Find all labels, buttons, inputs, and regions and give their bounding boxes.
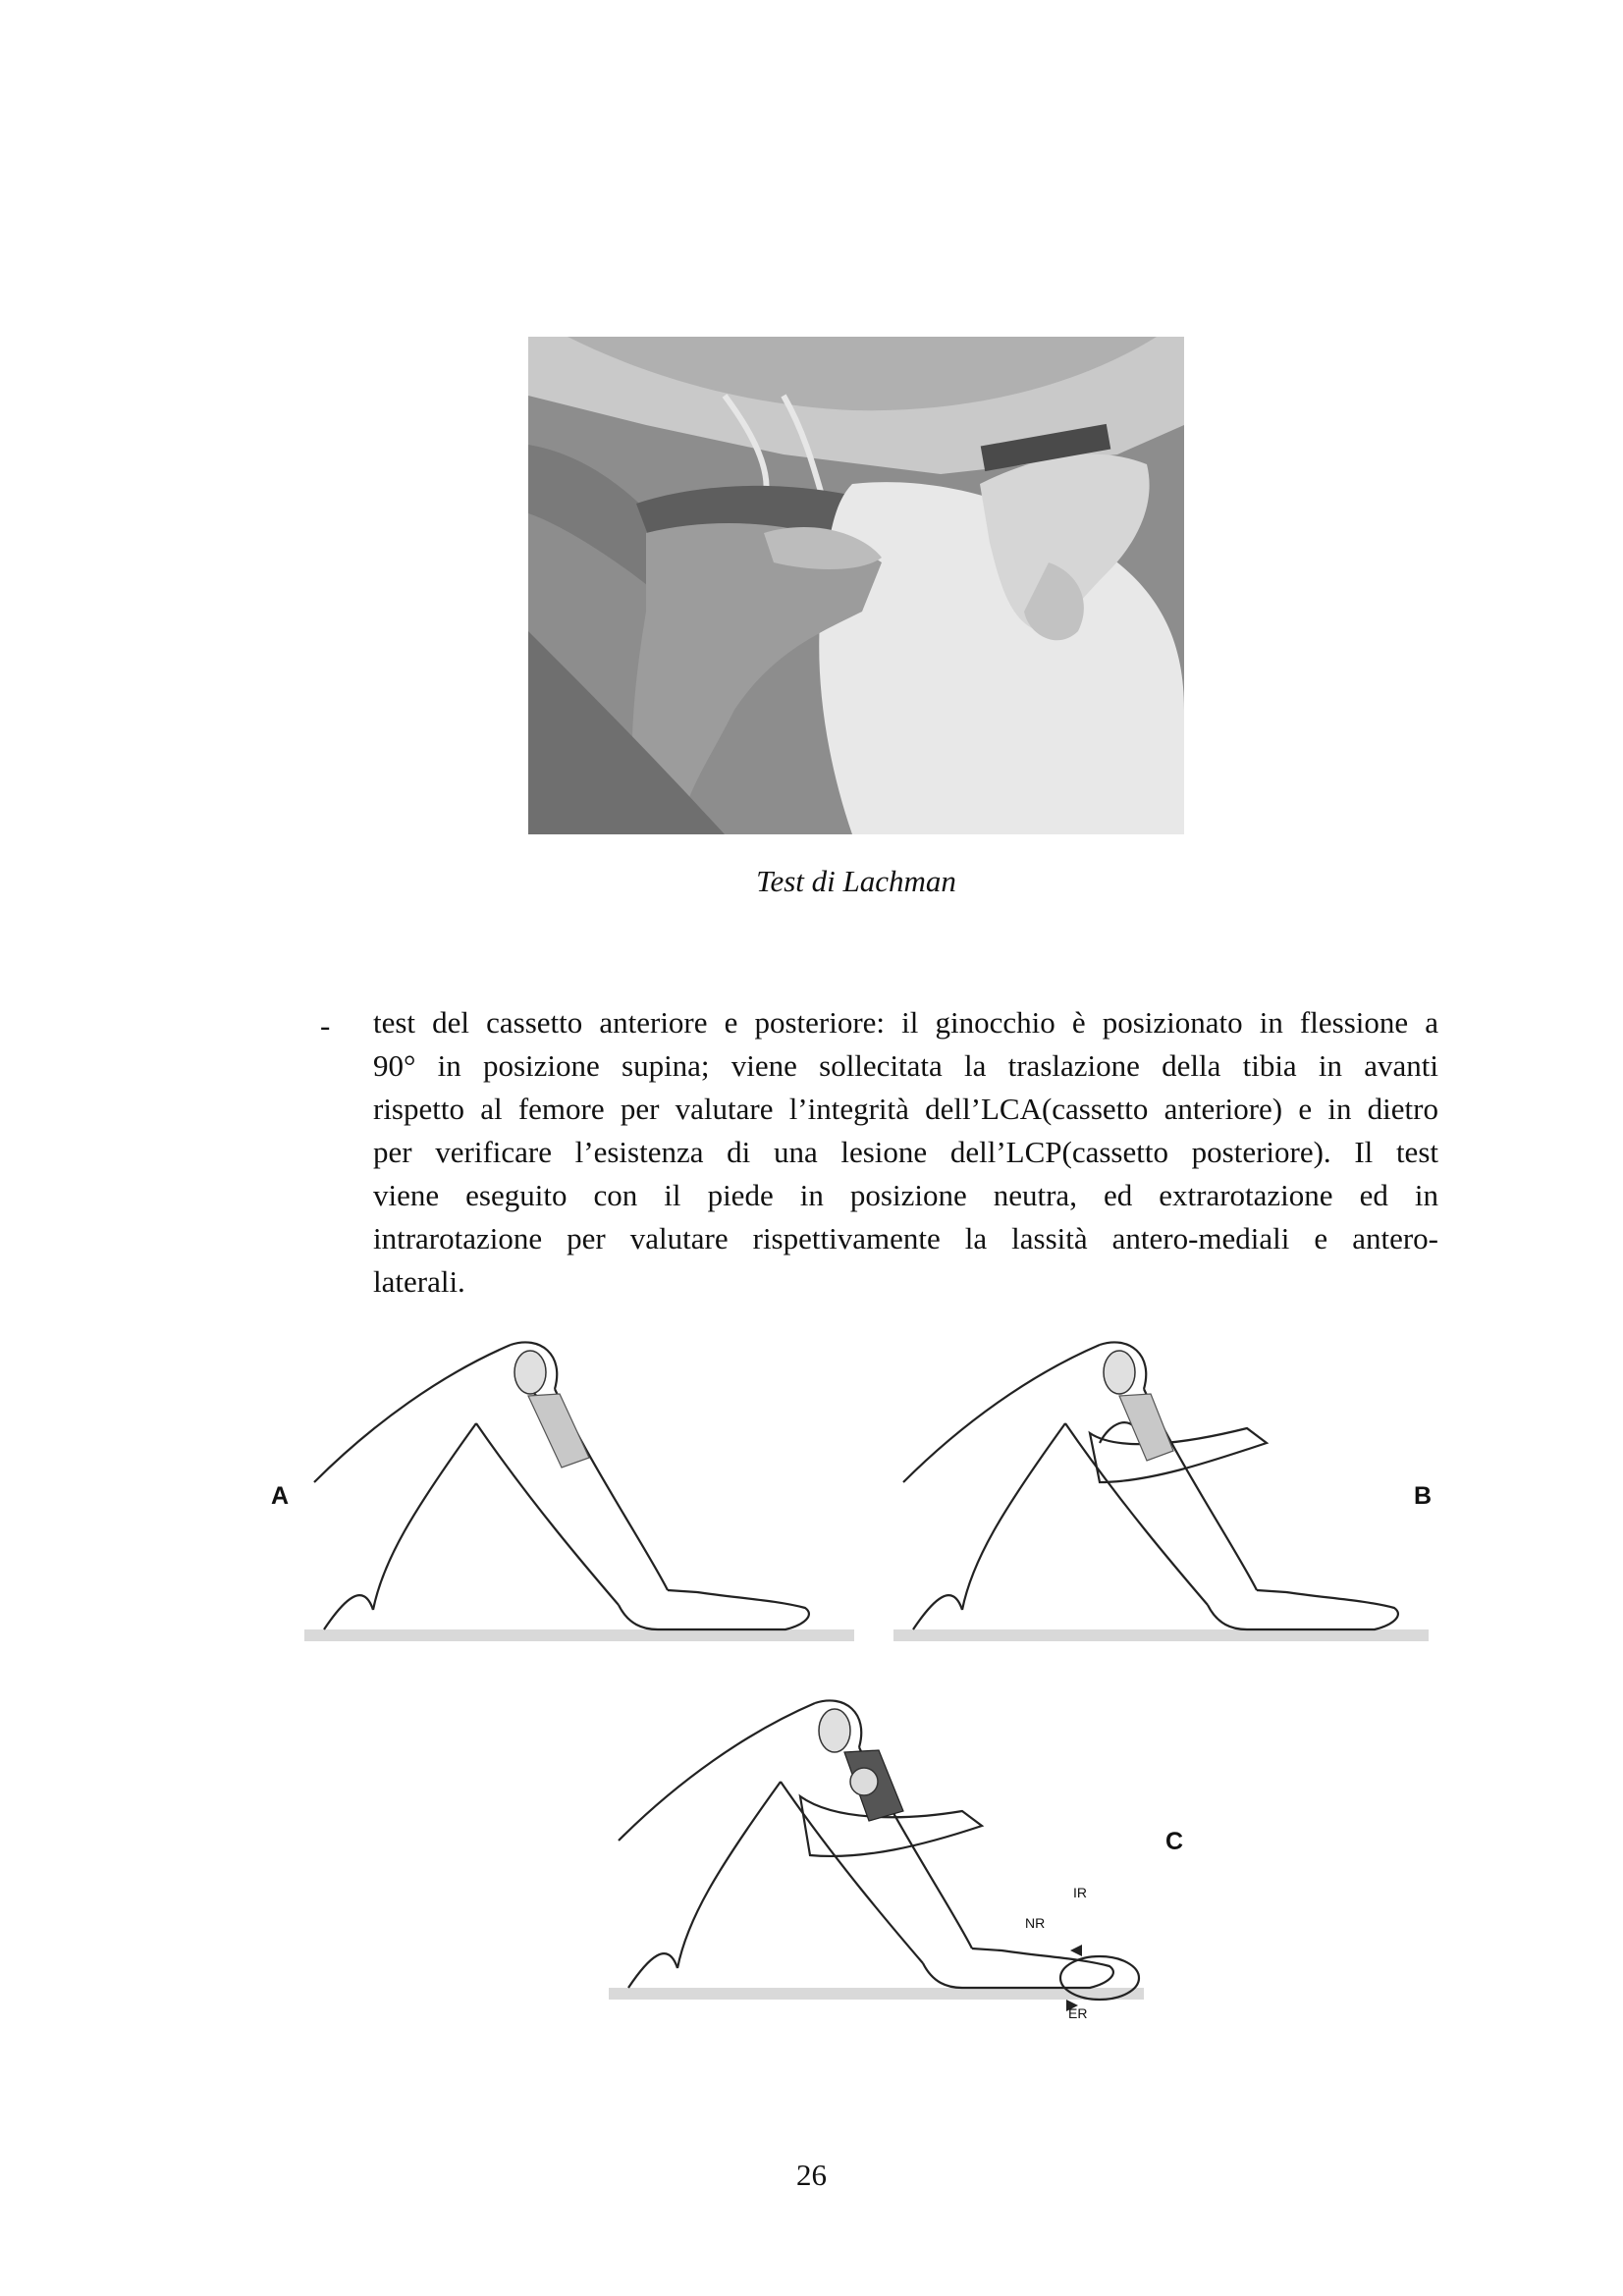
ir-label: IR	[1073, 1885, 1087, 1900]
paragraph-line: intrarotazione per valutare rispettivamente la lassità antero-mediali e antero-	[373, 1221, 1438, 1255]
figure-b-label: B	[1414, 1482, 1433, 1510]
figure-b-illustration	[893, 1335, 1429, 1649]
knee-flexed-drawing-a	[304, 1335, 854, 1649]
figure-a-illustration	[304, 1335, 854, 1649]
knee-flexed-drawing-b	[893, 1335, 1429, 1649]
nr-label: NR	[1025, 1915, 1046, 1931]
list-bullet: -	[320, 1008, 331, 1042]
paragraph-line: rispetto al femore per valutare l’integrità dell’LCA(cassetto anteriore) e in dietro	[373, 1092, 1438, 1126]
figure-a-label: A	[271, 1482, 290, 1510]
lachman-photo-graphic	[528, 337, 1184, 834]
paragraph-line: viene eseguito con il piede in posizione neutra, ed extrarotazione ed in	[373, 1178, 1438, 1212]
paragraph-line: per verificare l’esistenza di una lesione dell’LCP(cassetto posteriore). Il test	[373, 1135, 1438, 1169]
figure-c-label: C	[1165, 1828, 1184, 1855]
lachman-test-photo	[528, 337, 1184, 834]
paragraph-line: test del cassetto anteriore e posteriore: il ginocchio è posizionato in flessione a	[373, 1005, 1438, 1040]
page-number: 26	[796, 2158, 827, 2192]
photo-caption: Test di Lachman	[756, 864, 956, 898]
figure-c-illustration	[609, 1693, 1159, 2027]
paragraph-line: laterali.	[373, 1264, 465, 1299]
er-label: ER	[1068, 2005, 1088, 2021]
knee-flexed-drawing-c	[609, 1693, 1159, 2027]
drawer-test-paragraph	[373, 1001, 1438, 1304]
paragraph-line: 90° in posizione supina; viene sollecitata la traslazione della tibia in avanti	[373, 1048, 1438, 1083]
